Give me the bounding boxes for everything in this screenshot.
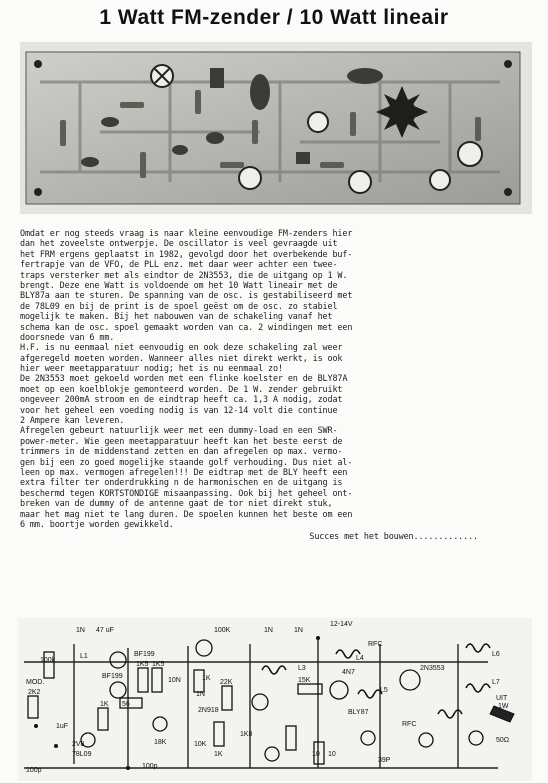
article-line: afgeregeld moeten worden. Wanneer alles niet direkt werkt, is ook (20, 352, 343, 363)
article-line: doorsnede van 6 mm. (20, 331, 115, 342)
label-r12: 1K (214, 751, 223, 758)
label-uit: UIT (496, 695, 508, 702)
label-r13: 15K (298, 677, 311, 684)
component-layout-svg (18, 618, 532, 781)
article-line: de 78L09 en bij de print is de spoel geëst om de osc. zo stabiel (20, 300, 338, 311)
label-z: 2V8 (72, 741, 85, 748)
label-c7: 1N (196, 691, 205, 698)
article-line: power-meter. Wie geen meetapparatuur heeft kan het beste eerst de (20, 435, 343, 446)
label-rfc2: RFC (402, 721, 417, 728)
label-r1: 100k (40, 657, 56, 664)
article-line: voor het geheel een voeding nodig is van 12-14 volt die continue (20, 404, 338, 415)
label-supply: 12-14V (330, 621, 353, 628)
article-line: breken van de dummy of de antenne gaat de tor niet direkt stuk, (20, 498, 333, 509)
article-line: beschermd tegen KORTSTONDIGE misaanpassing. Ook bij het geheel ont- (20, 487, 353, 498)
label-d1: 2N918 (198, 707, 219, 714)
article-line: De 2N3553 moet gekoeld worden met een flinke koelster en de BLY87A (20, 373, 348, 384)
label-r7: 1K8 (240, 731, 253, 738)
label-r11: 10K (194, 741, 207, 748)
board-photo-illustration (20, 42, 532, 214)
label-l7: L7 (492, 679, 500, 686)
label-r4: 56 (122, 701, 130, 708)
label-r15: 10 (328, 751, 336, 758)
article-line: trimmers in de middenstand zetten en dan afregelen op max. vermo- (20, 446, 343, 457)
label-c8: 1uF (56, 723, 69, 730)
label-ic: 78L09 (72, 751, 92, 758)
page-title: 1 Watt FM-zender / 10 Watt lineair (99, 6, 449, 29)
article-line: 6 mm. boortje worden gewikkeld. (20, 518, 174, 529)
label-l5: L5 (380, 687, 388, 694)
article-line: ongeveer 200mA stroom en de eindtrap heeft ca. 1,3 A nodig, zodat (20, 394, 343, 405)
label-l3: L3 (298, 665, 306, 672)
article-line: Afregelen gebeurt natuurlijk weer met een dummy-load en een SWR- (20, 425, 338, 436)
article-line: leen op max. vermogen afregelen!!! De eidtrap met de BLY heeft een (20, 466, 348, 477)
label-bf2: BF199 (134, 651, 155, 658)
article-line: H.F. is nu eenmaal niet eenvoudig en ook deze schakeling zal weer (20, 342, 343, 353)
label-uit-1w: 1W (498, 703, 509, 710)
label-c3: 100K (214, 627, 231, 634)
label-l6: L6 (492, 651, 500, 658)
circuit-board-photo (20, 42, 532, 214)
label-c1: 1N (76, 627, 85, 634)
article-line: Omdat er nog steeds vraag is naar kleine eenvoudige FM-zenders hier (20, 228, 353, 238)
article-line: mogelijk te maken. Bij het nabouwen van de schakeling vanaf het (20, 311, 333, 322)
article-line: fertrapje van de VFO, de PLL enz. met daar weer achter een twee- (20, 259, 338, 270)
label-c10: 100p (142, 763, 158, 770)
article-line: maar het mag niet te lang duren. De spoelen kunnen het beste om een (20, 508, 353, 519)
article-line: hier weer meetapparatuur nodig; het is nu eenmaal zo! (20, 363, 283, 374)
article-line: het FRM ergens geplaatst in 1982, gevolgd door het overbekende buf- (20, 248, 353, 259)
label-l4: L4 (356, 655, 364, 662)
article-line: 2 Ampere kan leveren. (20, 415, 125, 426)
label-l1: L1 (80, 653, 88, 660)
article-line: extra filter ter onderdrukking n de harmonischen en de uitgang is (20, 477, 343, 488)
article-line: moet op een koelblokje gemonteerd worden. De 1 W. zender gebruikt (20, 383, 343, 394)
label-c2: 47 uF (96, 627, 114, 634)
label-rfc-top: RFC (368, 641, 383, 648)
label-r6: 1K5 (152, 661, 165, 668)
label-bf1: BF199 (102, 673, 123, 680)
label-r3: 1K (100, 701, 109, 708)
article-line: schema kan de osc. spoel gemaakt worden van ca. 2 windingen met een (20, 321, 353, 332)
article-text (20, 228, 528, 542)
label-c11: 4N7 (342, 669, 355, 676)
signoff-line: Succes met het bouwen............. (309, 531, 478, 542)
label-r9: 1K (202, 675, 211, 682)
label-r10: 18K (154, 739, 167, 746)
label-c12: 39P (378, 757, 391, 764)
label-r2: 2K2 (28, 689, 41, 696)
label-c4: 1N (264, 627, 273, 634)
label-r5: 1K5 (136, 661, 149, 668)
article-line: BLY87a aan te sturen. De spanning van de osc. is gestabiliseerd met (20, 290, 353, 301)
article-line: gen bij een zo goed mogelijke staande golf verhouding. Dus niet al- (20, 456, 353, 467)
label-c5: 1N (294, 627, 303, 634)
label-ohm: 50Ω (496, 737, 510, 744)
article-line: traps versterker met als eindtor de 2N3553, die de uitgang op 1 W. (20, 269, 348, 280)
label-c9: 100p (26, 767, 42, 774)
component-layout-diagram (18, 618, 532, 781)
label-mod: MOD. (26, 679, 45, 686)
label-r8: 22K (220, 679, 233, 686)
label-c6: 10N (168, 677, 181, 684)
article-line: brengt. Deze ene Watt is voldoende om het 10 Watt lineair met de (20, 279, 338, 290)
article-line: dan het zoveelste ontwerpje. De oscillator is veel gevraagde uit (20, 238, 338, 249)
label-tr: 2N3553 (420, 665, 445, 672)
label-r14: 10 (312, 751, 320, 758)
label-bly: BLY87 (348, 709, 369, 716)
